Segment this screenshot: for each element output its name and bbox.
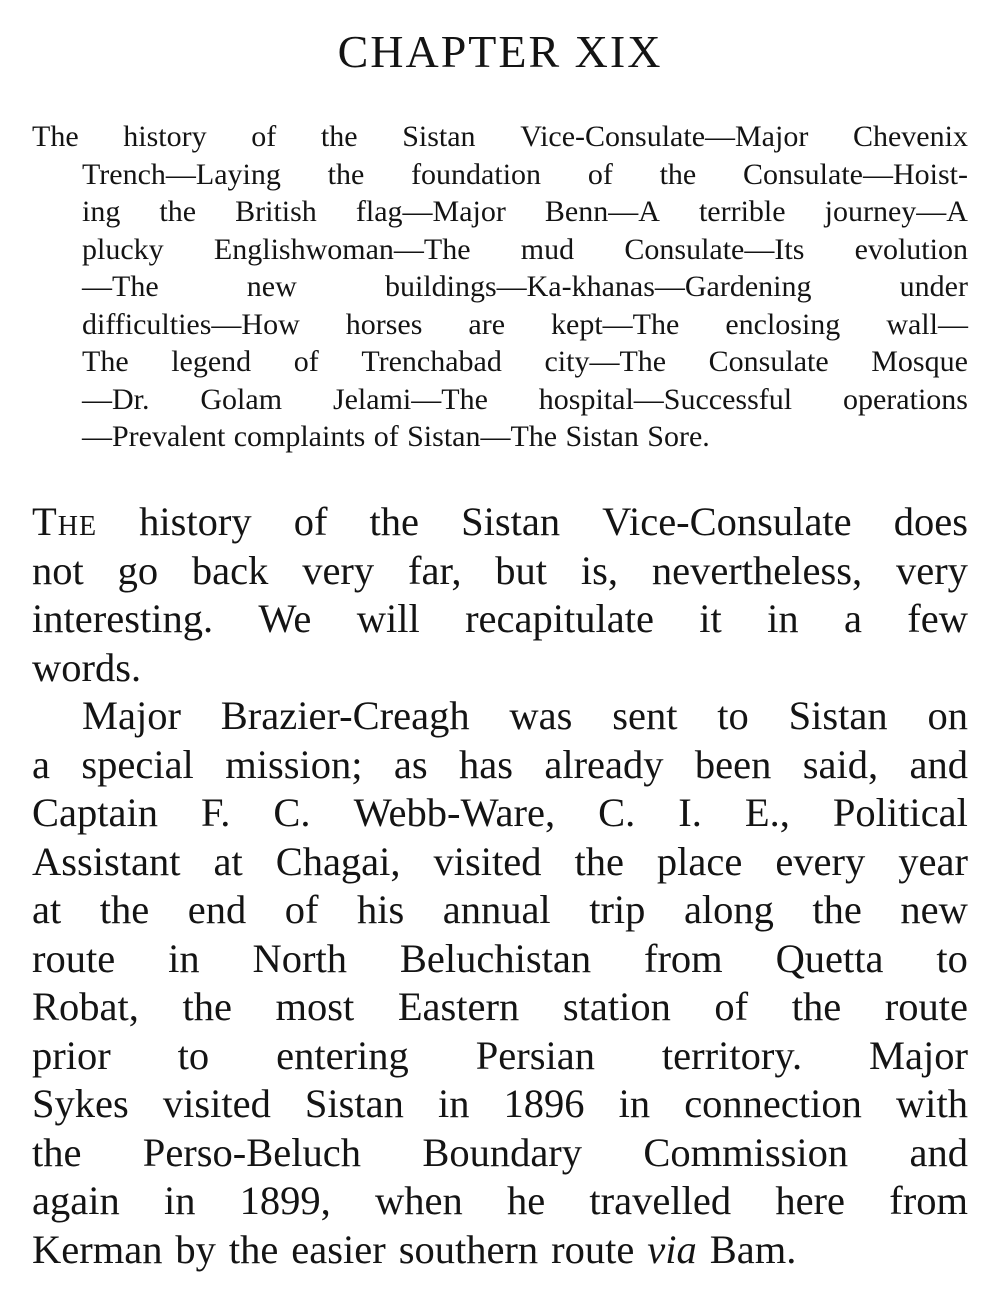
body-line: Captain F. C. Webb-Ware, C. I. E., Political (32, 790, 968, 835)
synopsis-line: —Prevalent complaints of Sistan—The Sistan Sore. (82, 420, 710, 453)
body-line: a special mission; as has already been said, and (32, 741, 968, 787)
body-line: The history of the Sistan Vice-Consulate does (32, 498, 968, 547)
body-line-last: Kerman by the easier southern route via Bam. (32, 1226, 968, 1275)
body-line: interesting. We will recapitulate it in a few (32, 596, 968, 641)
synopsis-line: plucky Englishwoman—The mud Consulate—Its evolution (82, 232, 968, 266)
body-line: words. (32, 644, 142, 690)
synopsis-line: Trench—Laying the foundation of the Consulate—Hoist- (82, 157, 968, 191)
body-line: Assistant at Chagai, visited the place every year (32, 838, 968, 884)
chapter-title: CHAPTER XIX (337, 26, 663, 77)
synopsis-line: —The new buildings—Ka-khanas—Gardening under (82, 270, 968, 303)
body-line: Major Brazier-Creagh was sent to Sistan on (82, 693, 968, 738)
lead-word: The (32, 499, 98, 544)
body-line: Robat, the most Eastern station of the route (32, 984, 968, 1029)
body-line: Sykes visited Sistan in 1896 in connection with (32, 1081, 968, 1126)
synopsis-line: The history of the Sistan Vice-Consulate—Major Chevenix (32, 120, 968, 153)
body-line: the Perso-Beluch Boundary Commission and (32, 1129, 968, 1175)
italic-via: via (647, 1226, 697, 1272)
body-line: at the end of his annual trip along the new (32, 887, 968, 932)
synopsis-line: —Dr. Golam Jelami—The hospital—Successful operations (82, 382, 968, 416)
body-line: again in 1899, when he travelled here from (32, 1178, 968, 1223)
synopsis-line: The legend of Trenchabad city—The Consulate Mosque (82, 345, 968, 378)
synopsis-line: difficulties—How horses are kept—The enclosing wall— (82, 307, 968, 341)
body-line: not go back very far, but is, nevertheless, very (32, 547, 968, 593)
body-line: route in North Beluchistan from Quetta to (32, 935, 968, 981)
synopsis-line: ing the British flag—Major Benn—A terrible journey—A (82, 195, 968, 228)
body-line: prior to entering Persian territory. Major (32, 1032, 968, 1078)
